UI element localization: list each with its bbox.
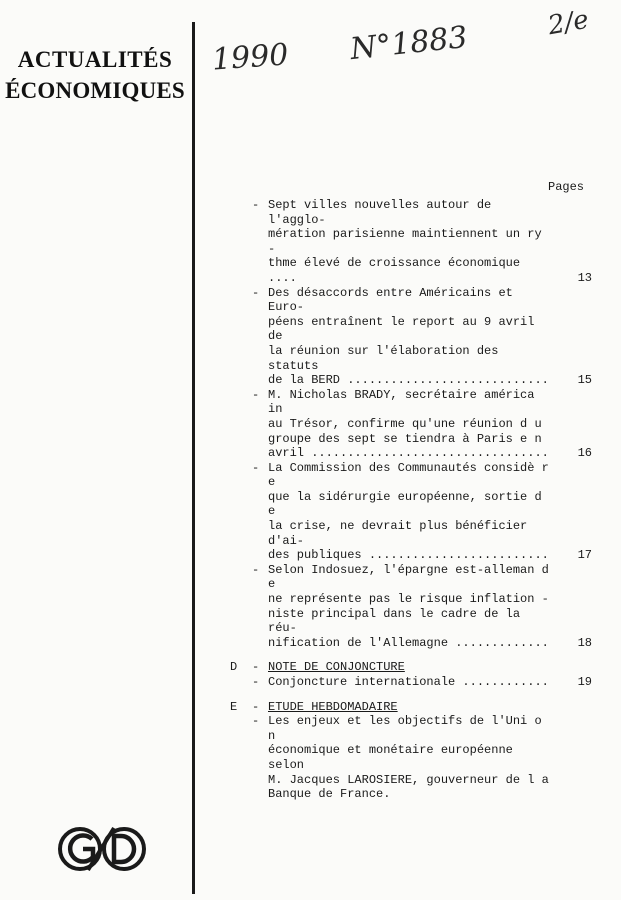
entry-dash: - xyxy=(252,675,260,689)
entry-line: nification de l'Allemagne ............. xyxy=(268,635,549,650)
gd-logo-icon xyxy=(56,826,148,872)
entry-line: M. Jacques LAROSIERE, gouverneur de l a xyxy=(268,772,549,787)
vertical-rule xyxy=(192,22,195,894)
entry-line: que la sidérurgie européenne, sortie d e xyxy=(268,489,542,519)
entry-line: niste principal dans le cadre de la réu- xyxy=(268,606,521,636)
entry-line: ETUDE HEBDOMADAIRE xyxy=(268,699,398,714)
entry-line: M. Nicholas BRADY, secrétaire américa in xyxy=(268,387,535,417)
masthead-line-2: ÉCONOMIQUES xyxy=(5,78,185,103)
entry-line: péens entraînent le report au 9 avril de xyxy=(268,314,535,344)
page-number: 17 xyxy=(577,548,592,563)
section-letter xyxy=(230,286,252,388)
entry-text xyxy=(268,388,549,461)
section-gap xyxy=(230,690,610,700)
page-number: 13 xyxy=(577,270,592,285)
entry-line: Sept villes nouvelles autour de l'agglo- xyxy=(268,198,492,227)
page-number: 15 xyxy=(577,373,592,388)
entry-line: Des désaccords entre Américains et Euro- xyxy=(268,285,513,315)
entry-line: groupe des sept se tiendra à Paris e n xyxy=(268,431,542,446)
entry-line: Conjoncture internationale ............ xyxy=(268,675,549,689)
toc-entry xyxy=(230,563,610,651)
section-letter xyxy=(230,388,252,461)
entry-dash: - xyxy=(252,562,260,577)
toc-entry xyxy=(230,675,610,690)
entry-text xyxy=(268,675,549,690)
pages-column-header: Pages xyxy=(548,180,585,194)
entry-line: Les enjeux et les objectifs de l'Uni o n xyxy=(268,714,542,743)
section-gap xyxy=(230,650,610,660)
toc-entry xyxy=(230,388,610,461)
entry-text xyxy=(268,563,549,651)
entry-dash: - xyxy=(252,660,260,675)
toc-entry xyxy=(230,461,610,563)
toc-entry xyxy=(230,198,610,286)
entry-line: mération parisienne maintiennent un ry - xyxy=(268,227,542,256)
entry-line: NOTE DE CONJONCTURE xyxy=(268,660,405,675)
section-letter xyxy=(230,675,252,690)
entry-line: thme élevé de croissance économique .... xyxy=(268,256,521,285)
entry-line: la réunion sur l'élaboration des statuts xyxy=(268,343,499,373)
table-of-contents xyxy=(230,198,610,802)
section-letter xyxy=(230,461,252,563)
toc-entry xyxy=(230,714,610,802)
section-letter: D xyxy=(230,660,238,675)
entry-line: Banque de France. xyxy=(268,787,391,802)
entry-line: au Trésor, confirme qu'une réunion d u xyxy=(268,416,542,431)
entry-line: économique et monétaire européenne selon xyxy=(268,743,513,772)
entry-dash: - xyxy=(252,460,260,475)
masthead-line-1: ACTUALITÉS xyxy=(17,47,173,72)
section-heading xyxy=(230,660,610,675)
entry-text xyxy=(268,700,549,715)
entry-line: ne représente pas le risque inflation - xyxy=(268,592,549,607)
handwritten-number: N°1883 xyxy=(348,19,470,68)
entry-dash: - xyxy=(252,699,260,714)
entry-text xyxy=(268,198,549,286)
entry-dash: - xyxy=(252,714,260,729)
entry-line: Selon Indosuez, l'épargne est-alleman d e xyxy=(268,562,549,592)
entry-dash: - xyxy=(252,285,260,300)
entry-text xyxy=(268,714,549,802)
page-number: 19 xyxy=(577,675,592,689)
entry-text xyxy=(268,461,549,563)
handwritten-year: 1990 xyxy=(210,37,290,78)
section-letter xyxy=(230,198,252,286)
masthead-title xyxy=(0,44,190,106)
entry-text xyxy=(268,660,549,675)
entry-line: de la BERD ............................ xyxy=(268,373,549,388)
entry-dash: - xyxy=(252,198,260,212)
section-letter xyxy=(230,563,252,651)
entry-text xyxy=(268,286,549,388)
entry-line: La Commission des Communautés considè r e xyxy=(268,460,549,490)
toc-entry xyxy=(230,286,610,388)
section-heading xyxy=(230,700,610,715)
entry-dash: - xyxy=(252,387,260,402)
entry-line: des publiques ......................... xyxy=(268,548,549,563)
section-letter xyxy=(230,714,252,802)
page-number: 18 xyxy=(577,635,592,650)
page-number: 16 xyxy=(577,446,592,461)
entry-line: la crise, ne devrait plus bénéficier d'ai- xyxy=(268,519,528,548)
section-letter: E xyxy=(230,699,238,714)
entry-line: avril ................................. xyxy=(268,446,549,461)
handwritten-corner-mark: 2/e xyxy=(545,4,591,42)
